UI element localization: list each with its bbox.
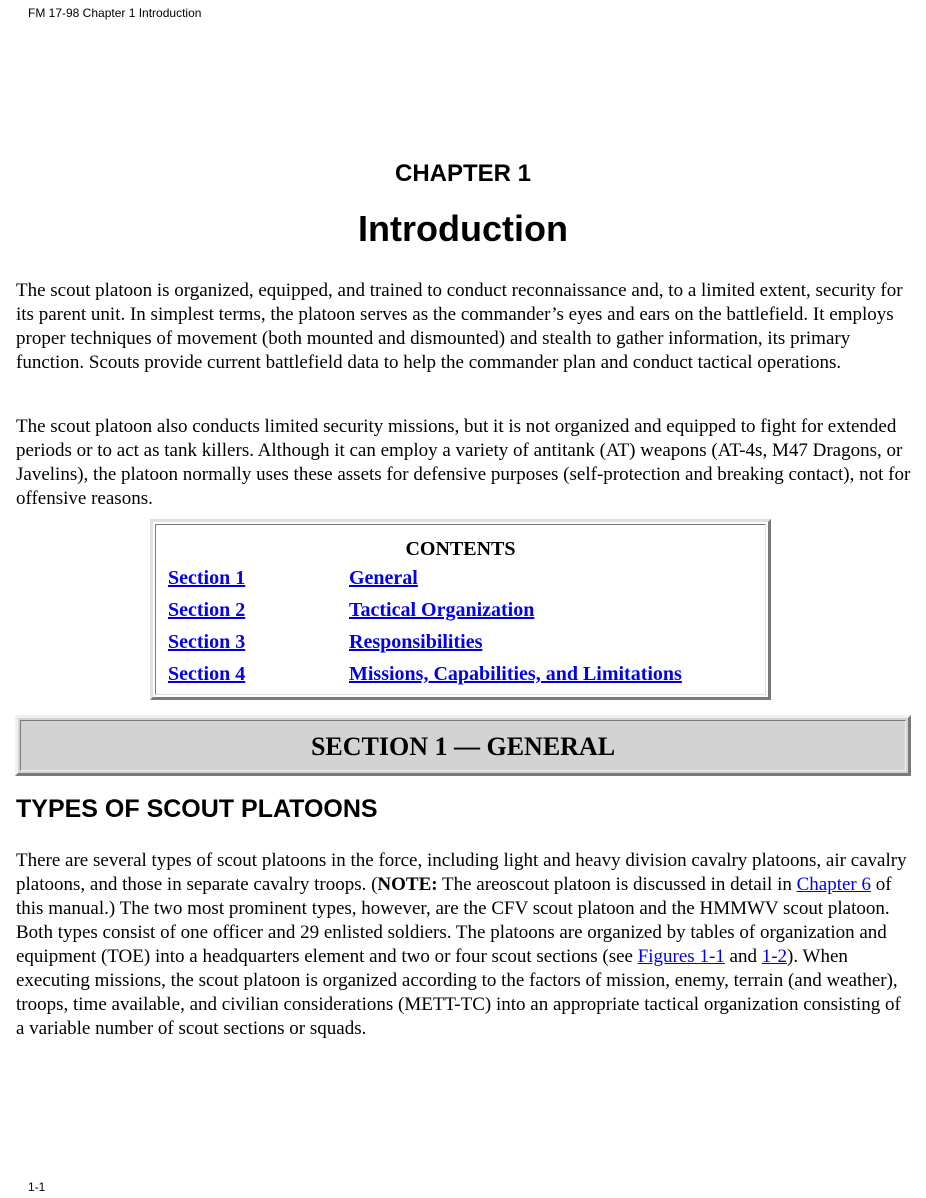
figure-1-2-link[interactable]: 1-2 bbox=[761, 946, 788, 967]
contents-tactical-organization-link[interactable]: Tactical Organization bbox=[349, 599, 535, 621]
figures-1-1-link[interactable]: Figures 1-1 bbox=[637, 946, 725, 967]
section-paragraph bbox=[16, 849, 912, 1041]
contents-section-4-link[interactable]: Section 4 bbox=[168, 663, 246, 685]
contents-inner bbox=[155, 524, 766, 695]
contents-box bbox=[150, 519, 771, 700]
contents-general-link[interactable]: General bbox=[349, 567, 418, 589]
section-banner-title: SECTION 1 — GENERAL bbox=[310, 732, 616, 761]
intro-paragraph-1: The scout platoon is organized, equipped, and trained to conduct reconnaissance and, to a limited extent, security for its parent unit. In simplest terms, the platoon serves as the commander’s eyes and ears on the battlefield. It employs proper techniques of movement (both mounted and dismounted) and stealth to gather information, its primary function. Scouts provide current battlefield data to help the commander plan and conduct tactical operations. bbox=[16, 280, 903, 373]
section-banner bbox=[15, 715, 911, 776]
page-number: 1-1 bbox=[28, 1180, 46, 1194]
chapter-title: Introduction bbox=[358, 208, 568, 249]
contents-responsibilities-link[interactable]: Responsibilities bbox=[349, 631, 483, 653]
contents-section-1-link[interactable]: Section 1 bbox=[168, 567, 246, 589]
paragraph-text: The areoscout platoon is discussed in detail in bbox=[437, 874, 797, 895]
paragraph-text: of this manual.) The two most prominent types, however, are the CFV scout platoon and the HMMWV scout platoon. Both types consist of one officer and 29 enlisted soldiers. The platoons are organized by tables of organization and equipment (TOE) into a headquarters element and two or four scout sections (see bbox=[16, 874, 892, 967]
running-header: FM 17-98 Chapter 1 Introduction bbox=[28, 6, 202, 20]
paragraph-text: and bbox=[724, 946, 762, 967]
contents-heading: CONTENTS bbox=[405, 538, 516, 560]
paragraph-text: There are several types of scout platoons in the force, including light and heavy division cavalry platoons, air cavalry platoons, and those in separate cavalry troops. ( bbox=[16, 850, 907, 895]
section-subheading: TYPES OF SCOUT PLATOONS bbox=[16, 795, 378, 823]
intro-paragraph-2: The scout platoon also conducts limited security missions, but it is not organized and equipped to fight for extended periods or to act as tank killers. Although it can employ a variety of antitank (AT) weapons (AT-4s, M47 Dragons, or Javelins), the platoon normally uses these assets for defensive purposes (self-protection and breaking contact), not for offensive reasons. bbox=[16, 416, 911, 509]
note-label: NOTE: bbox=[377, 874, 438, 895]
contents-section-2-link[interactable]: Section 2 bbox=[168, 599, 246, 621]
contents-section-3-link[interactable]: Section 3 bbox=[168, 631, 246, 653]
section-banner-inner bbox=[20, 720, 906, 771]
paragraph-text: ). When executing missions, the scout platoon is organized according to the factors of mission, enemy, terrain (and weather), troops, time available, and civilian considerations (METT-TC) into an appropriate tactical organization consisting of a variable number of scout sections or squads. bbox=[16, 946, 901, 1039]
chapter-label: CHAPTER 1 bbox=[394, 160, 532, 187]
chapter-6-link[interactable]: Chapter 6 bbox=[796, 874, 872, 895]
contents-missions-link[interactable]: Missions, Capabilities, and Limitations bbox=[349, 663, 682, 685]
